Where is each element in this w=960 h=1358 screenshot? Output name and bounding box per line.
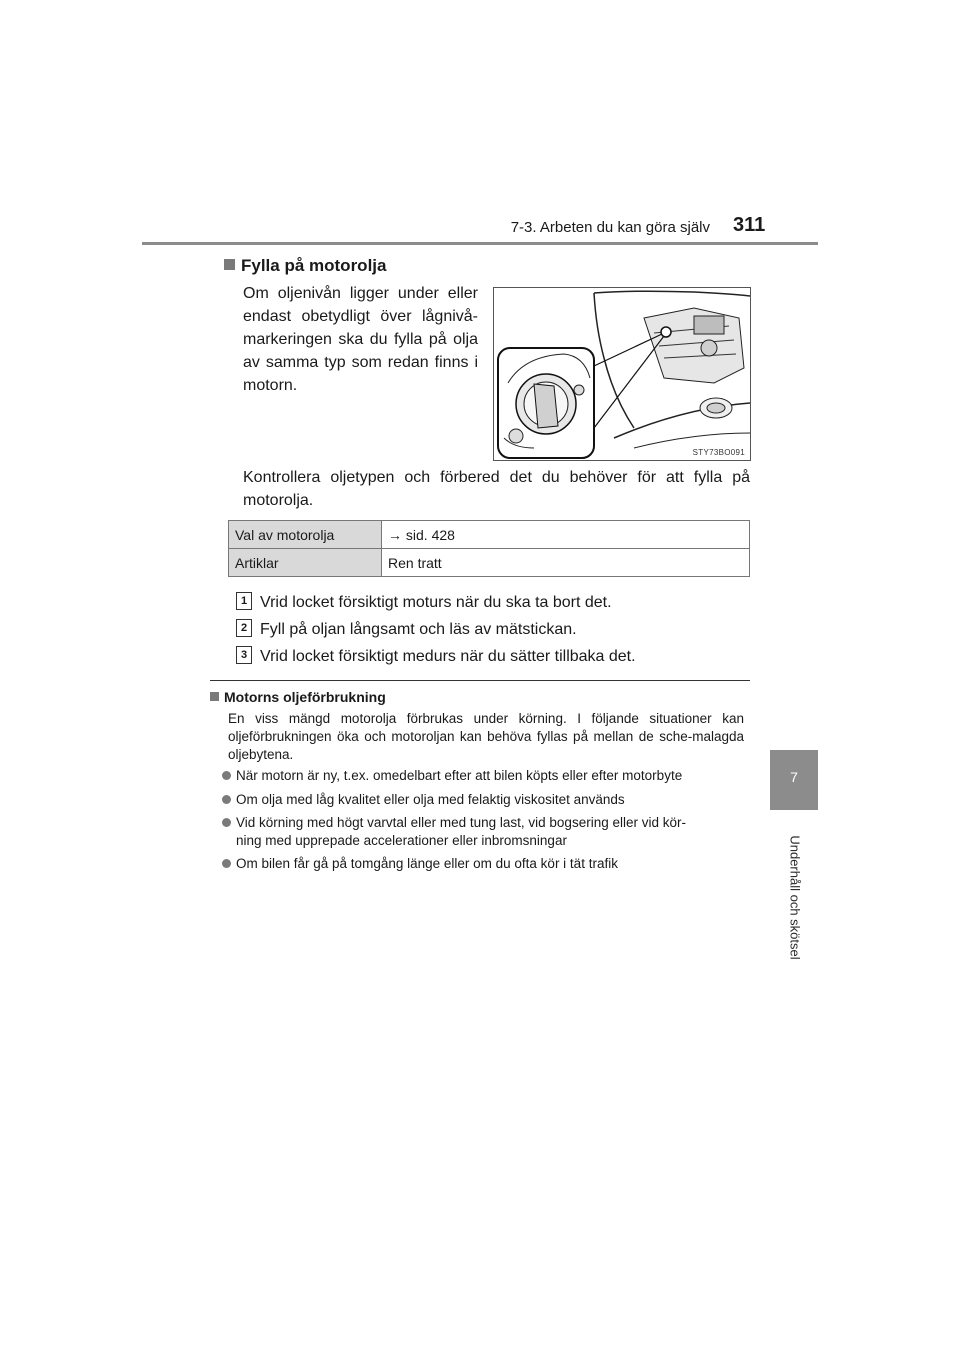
table-value (382, 521, 750, 549)
list-item (222, 855, 748, 873)
page-reference-link[interactable]: sid. 428 (405, 526, 455, 543)
step-text: Vrid locket försiktigt medurs när du sätter tillbaka det. (260, 648, 636, 665)
bullet-text: Om bilen får gå på tomgång länge eller om du ofta kör i tät trafik (236, 856, 618, 871)
bullet-text: Om olja med låg kvalitet eller olja med felaktig viskositet används (236, 792, 625, 807)
section-heading (224, 256, 386, 276)
table-row (229, 549, 750, 577)
step-text: Fyll på oljan långsamt och läs av mätstickan. (260, 621, 577, 638)
intro-paragraph: Om oljenivån ligger under eller endast obetydligt över lågnivå-markeringen ska du fylla på olja av samma typ som redan finns i motorn. (243, 285, 478, 394)
preparation-paragraph: Kontrollera oljetypen och förbered det du behöver för att fylla på motorolja. (243, 469, 750, 509)
table-label: Artiklar (229, 549, 382, 577)
chapter-title: 7-3. Arbeten du kan göra själv (510, 219, 710, 236)
notes-paragraph: En viss mängd motorolja förbrukas under körning. I följande situationer kan oljeförbrukningen öka och motoroljan kan behöva fyllas på mellan de sche-malagda oljebytena. (228, 711, 744, 762)
bullet-text: När motorn är ny, t.ex. omedelbart efter att bilen köpts eller efter motorbyte (236, 768, 683, 783)
notes-heading (210, 689, 386, 705)
step-number-badge: 1 (236, 592, 252, 610)
chapter-tab-number: 7 (790, 769, 798, 785)
bullet-text-continued: ning med upprepade accelerationer eller inbromsningar (236, 833, 567, 848)
table-row (229, 521, 750, 549)
list-item (222, 791, 748, 809)
arrow-right-icon: → (388, 526, 406, 543)
notes-heading-text: Motorns oljeförbrukning (224, 689, 386, 705)
page-number: 311 (733, 214, 766, 236)
bullet-dot-icon (222, 859, 231, 868)
chapter-side-label: Underhåll och skötsel (787, 835, 803, 960)
bullet-text: Vid körning med högt varvtal eller med tung last, vid bogsering eller vid kör- (236, 815, 686, 830)
notes-divider (210, 680, 750, 681)
square-bullet-icon (224, 259, 235, 270)
bullet-dot-icon (222, 771, 231, 780)
engine-bay-drawing (494, 288, 750, 460)
list-item (222, 814, 748, 850)
square-bullet-icon (210, 692, 219, 701)
bullet-dot-icon (222, 795, 231, 804)
figure-id: STY73BO091 (692, 448, 745, 457)
requirements-table (228, 520, 750, 577)
list-item (222, 767, 748, 785)
step-number-badge: 2 (236, 619, 252, 637)
section-heading-text: Fylla på motorolja (241, 256, 387, 275)
engine-oil-cap-illustration (493, 287, 751, 461)
table-label: Val av motorolja (229, 521, 382, 549)
step-number-badge: 3 (236, 646, 252, 664)
table-value: Ren tratt (382, 549, 750, 577)
step-text: Vrid locket försiktigt moturs när du ska ta bort det. (260, 594, 612, 611)
header-divider (142, 242, 818, 245)
bullet-dot-icon (222, 818, 231, 827)
